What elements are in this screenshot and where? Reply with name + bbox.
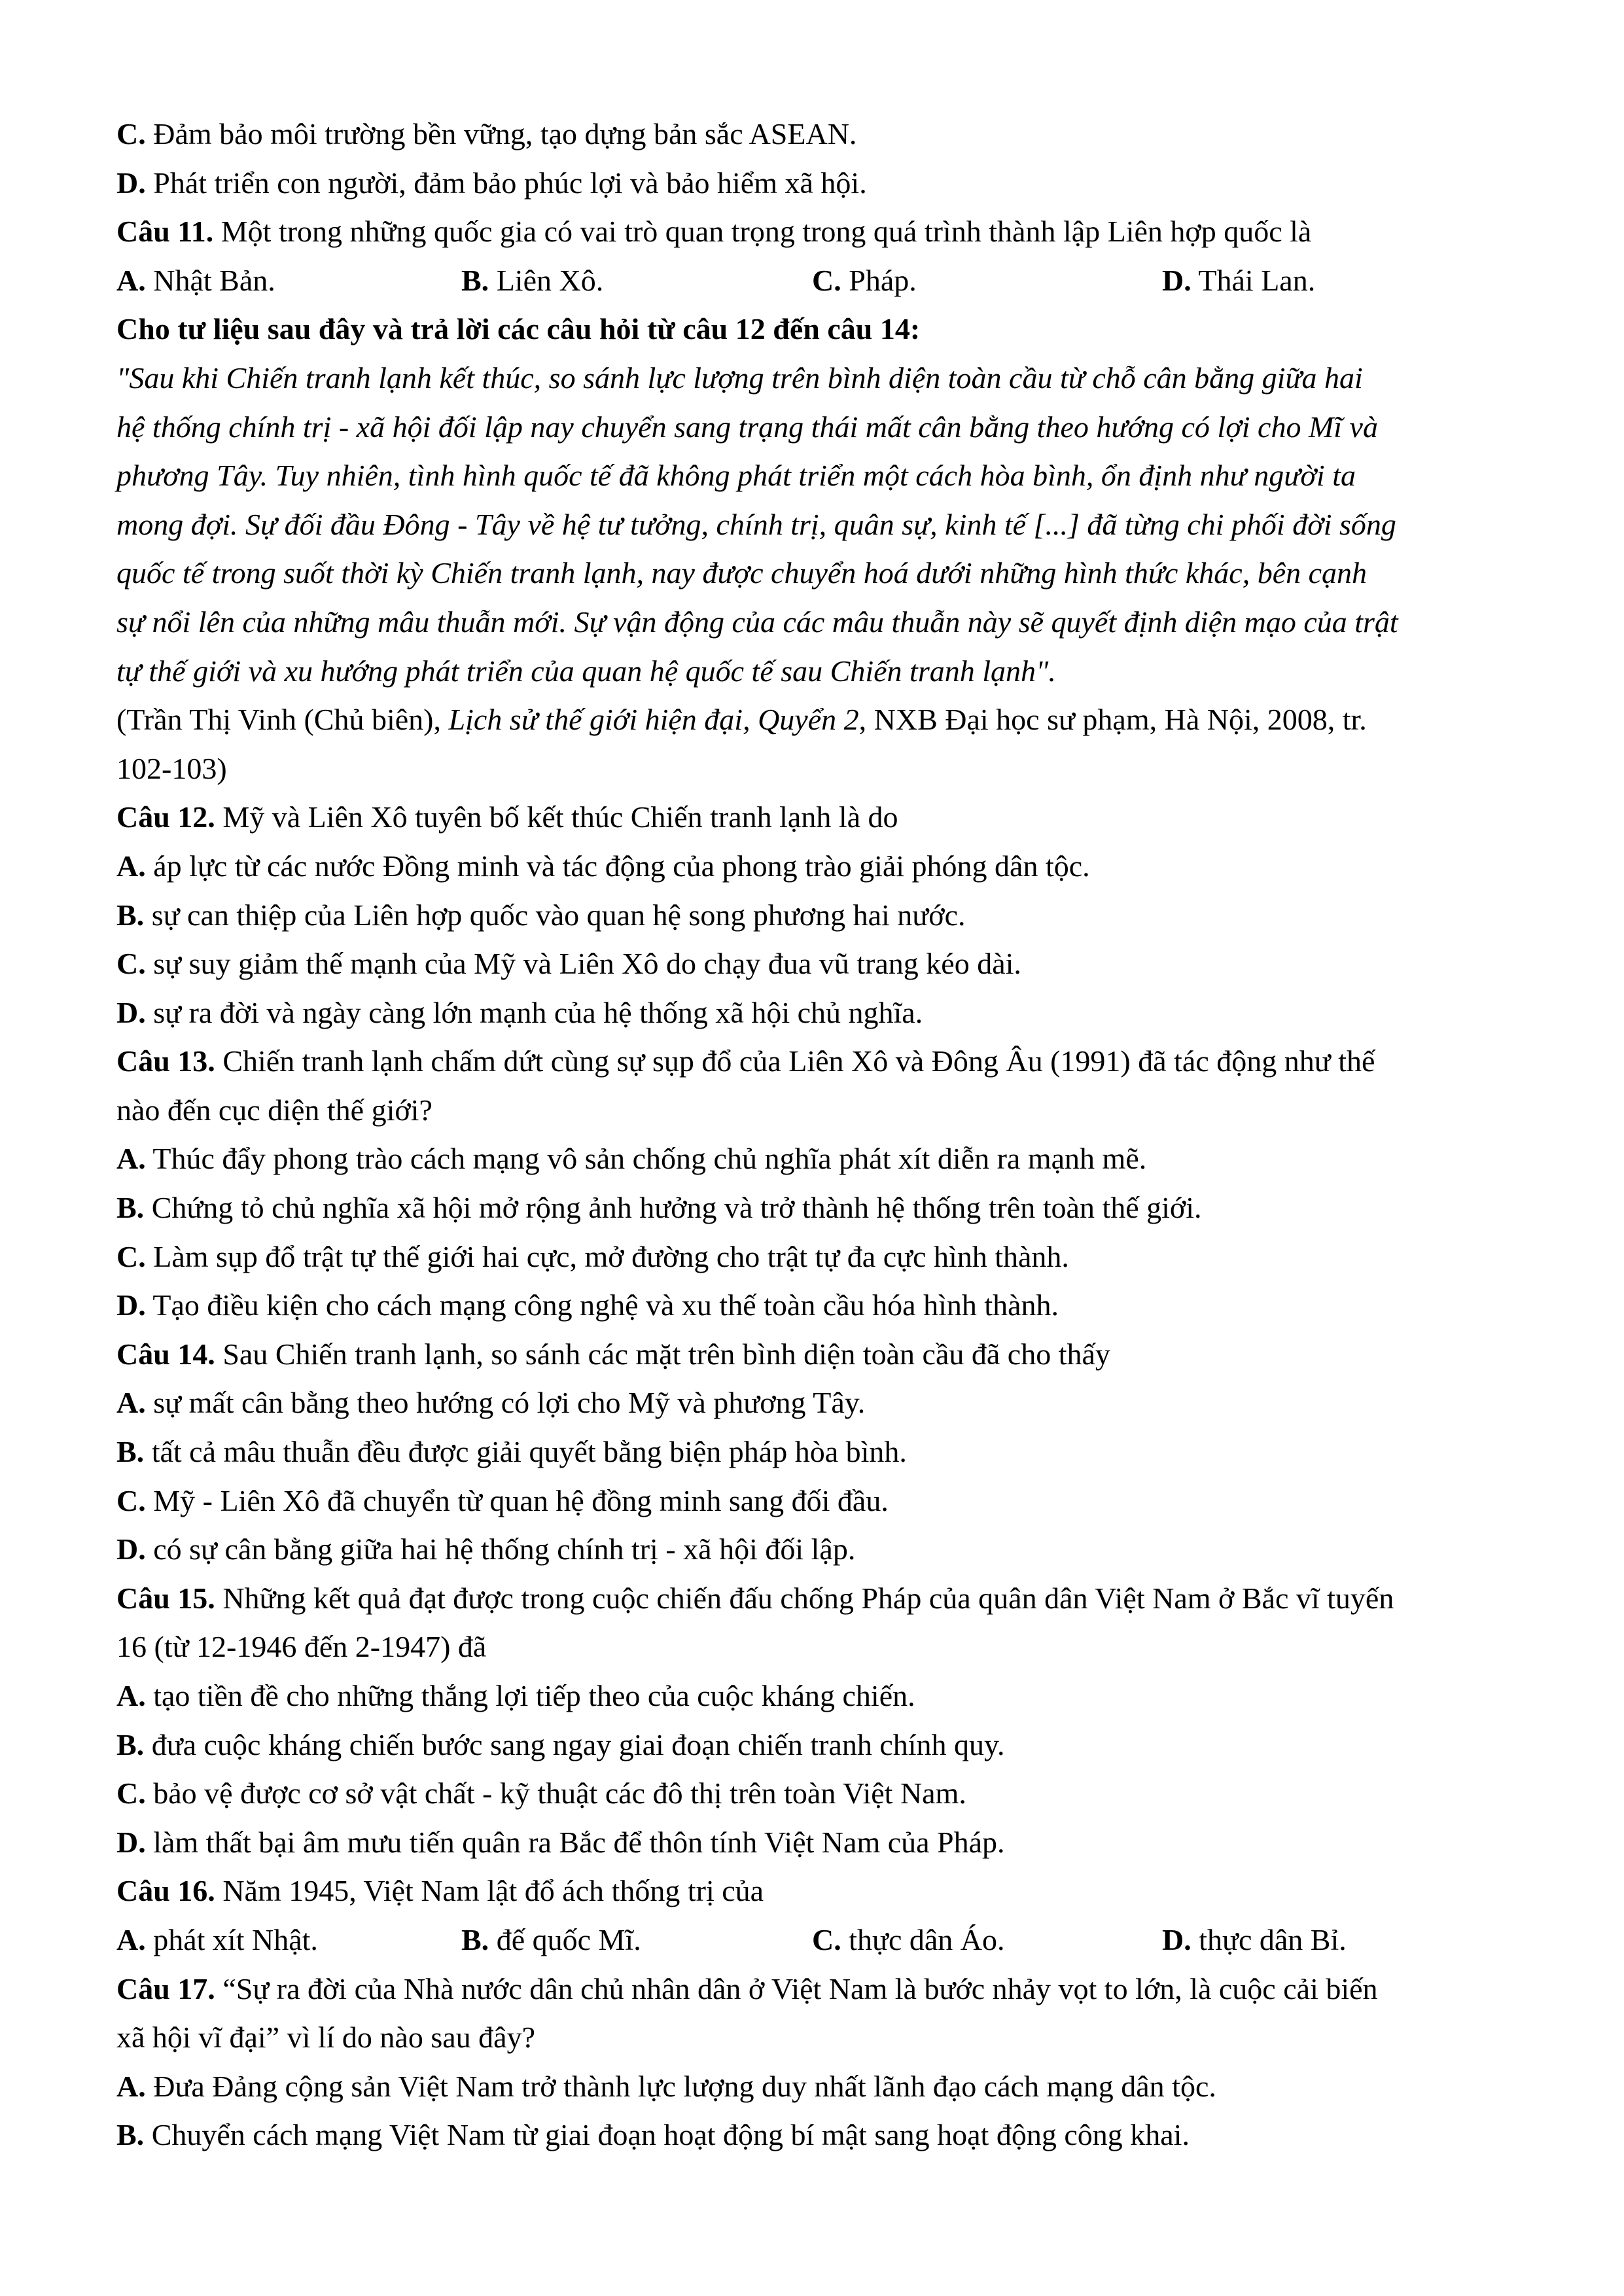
question-text: Mỹ và Liên Xô tuyên bố kết thúc Chiến tranh lạnh là do [222,800,898,834]
option-c: C. thực dân Áo. [812,1922,1005,1956]
option-a: A. tạo tiền đề cho những thắng lợi tiếp theo của cuộc kháng chiến. [116,1679,915,1712]
question-text: Sau Chiến tranh lạnh, so sánh các mặt trên bình diện toàn cầu đã cho thấy [222,1337,1110,1371]
option-label: D. [116,166,146,200]
question-label: Câu 16. [116,1874,215,1908]
passage-quote-line: "Sau khi Chiến tranh lạnh kết thúc, so sánh lực lượng trên bình diện toàn cầu từ chỗ cân bằng giữa hai [116,361,1363,395]
passage-quote-line: tự thế giới và xu hướng phát triển của quan hệ quốc tế sau Chiến tranh lạnh". [116,654,1056,688]
passage-quote-line: phương Tây. Tuy nhiên, tình hình quốc tế đã không phát triển một cách hòa bình, ổn định như người ta [116,459,1356,493]
question-label: Câu 11. [116,215,214,249]
question-13 [116,1037,1523,1086]
passage-source-pages: 102-103) [116,751,227,785]
option-d: D. Tạo điều kiện cho cách mạng công nghệ và xu thế toàn cầu hóa hình thành. [116,1288,1059,1322]
option-a: A. Thúc đẩy phong trào cách mạng vô sản chống chủ nghĩa phát xít diễn ra mạnh mẽ. [116,1142,1147,1176]
question-text: Một trong những quốc gia có vai trò quan trọng trong quá trình thành lập Liên hợp quốc là [221,215,1312,249]
option-a: A. Đưa Đảng cộng sản Việt Nam trở thành lực lượng duy nhất lãnh đạo cách mạng dân tộc. [116,2069,1216,2103]
question-label: Câu 14. [116,1337,215,1371]
question-15 [116,1574,1523,1623]
question-16-options [116,1916,1523,1965]
option-b: B. Liên Xô. [461,263,604,297]
question-label: Câu 12. [116,800,215,834]
question-16 [116,1867,1523,1916]
question-13-continued: nào đến cục diện thế giới? [116,1093,432,1127]
question-text: Chiến tranh lạnh chấm dứt cùng sự sụp đổ của Liên Xô và Đông Âu (1991) đã tác động như thế [222,1044,1375,1078]
option-text: Đảm bảo môi trường bền vững, tạo dựng bản sắc ASEAN. [153,117,857,150]
option-b: B. đưa cuộc kháng chiến bước sang ngay giai đoạn chiến tranh chính quy. [116,1727,1005,1761]
option-a: A. sự mất cân bằng theo hướng có lợi cho Mỹ và phương Tây. [116,1386,866,1420]
option-b: B. Chứng tỏ chủ nghĩa xã hội mở rộng ảnh hưởng và trở thành hệ thống trên toàn thế giới. [116,1191,1202,1225]
question-17-continued: xã hội vĩ đại” vì lí do nào sau đây? [116,2021,536,2055]
option-d: D. sự ra đời và ngày càng lớn mạnh của hệ thống xã hội chủ nghĩa. [116,995,923,1029]
option-b: B. sự can thiệp của Liên hợp quốc vào quan hệ song phương hai nước. [116,898,966,932]
option-d: D. có sự cân bằng giữa hai hệ thống chính trị - xã hội đối lập. [116,1532,856,1566]
passage-quote-line: sự nổi lên của những mâu thuẫn mới. Sự vận động của các mâu thuẫn này sẽ quyết định diện mạo của trật [116,605,1398,639]
question-11-options [116,256,1523,306]
question-17 [116,1965,1523,2014]
question-text: Những kết quả đạt được trong cuộc chiến đấu chống Pháp của quân dân Việt Nam ở Bắc vĩ tuyến [222,1581,1394,1615]
prev-option-c [116,110,1523,159]
option-d: D. làm thất bại âm mưu tiến quân ra Bắc để thôn tính Việt Nam của Pháp. [116,1825,1005,1859]
question-text: “Sự ra đời của Nhà nước dân chủ nhân dân ở Việt Nam là bước nhảy vọt to lớn, là cuộc cải biến [222,1971,1378,2005]
source-title: Lịch sử thế giới hiện đại, Quyển 2 [448,703,859,737]
question-14 [116,1330,1523,1379]
option-b: B. tất cả mâu thuẫn đều được giải quyết bằng biện pháp hòa bình. [116,1435,907,1469]
passage-quote-line: quốc tế trong suốt thời kỳ Chiến tranh lạnh, nay được chuyển hoá dưới những hình thức khác, bên cạnh [116,556,1368,590]
option-c: C. Làm sụp đổ trật tự thế giới hai cực, mở đường cho trật tự đa cực hình thành. [116,1239,1069,1273]
option-c: C. Pháp. [812,263,917,297]
question-label: Câu 17. [116,1971,215,2005]
question-11 [116,207,1523,256]
option-text: Phát triển con người, đảm bảo phúc lợi và bảo hiểm xã hội. [153,166,867,200]
option-a: A. áp lực từ các nước Đồng minh và tác động của phong trào giải phóng dân tộc. [116,849,1090,883]
option-c: C. bảo vệ được cơ sở vật chất - kỹ thuật các đô thị trên toàn Việt Nam. [116,1776,966,1810]
option-label: C. [116,117,146,150]
passage-quote-line: hệ thống chính trị - xã hội đối lập nay chuyển sang trạng thái mất cân bằng theo hướng có lợi cho Mĩ và [116,410,1378,444]
option-d: D. Thái Lan. [1162,263,1316,297]
passage-intro: Cho tư liệu sau đây và trả lời các câu hỏi từ câu 12 đến câu 14: [116,312,921,346]
passage-quote-line: mong đợi. Sự đối đầu Đông - Tây về hệ tư tưởng, chính trị, quân sự, kinh tế [...] đã từng chi phối đời sống [116,507,1396,541]
question-label: Câu 13. [116,1044,215,1078]
option-b: B. Chuyển cách mạng Việt Nam từ giai đoạn hoạt động bí mật sang hoạt động công khai. [116,2118,1190,2152]
option-a: A. Nhật Bản. [116,263,275,297]
question-label: Câu 15. [116,1581,215,1615]
exam-content [116,110,1523,2160]
option-d: D. thực dân Bỉ. [1162,1922,1347,1956]
option-a: A. phát xít Nhật. [116,1922,318,1956]
prev-option-d [116,159,1523,208]
option-b: B. đế quốc Mĩ. [461,1922,641,1956]
passage-source: (Trần Thị Vinh (Chủ biên), Lịch sử thế giới hiện đại, Quyển 2, NXB Đại học sư phạm, Hà Nội, 2008, tr. [116,703,1367,737]
question-12 [116,793,1523,842]
question-text: Năm 1945, Việt Nam lật đổ ách thống trị của [222,1874,764,1908]
question-15-continued: 16 (từ 12-1946 đến 2-1947) đã [116,1630,487,1664]
option-c: C. Mỹ - Liên Xô đã chuyển từ quan hệ đồng minh sang đối đầu. [116,1483,889,1517]
option-c: C. sự suy giảm thế mạnh của Mỹ và Liên Xô do chạy đua vũ trang kéo dài. [116,947,1021,981]
